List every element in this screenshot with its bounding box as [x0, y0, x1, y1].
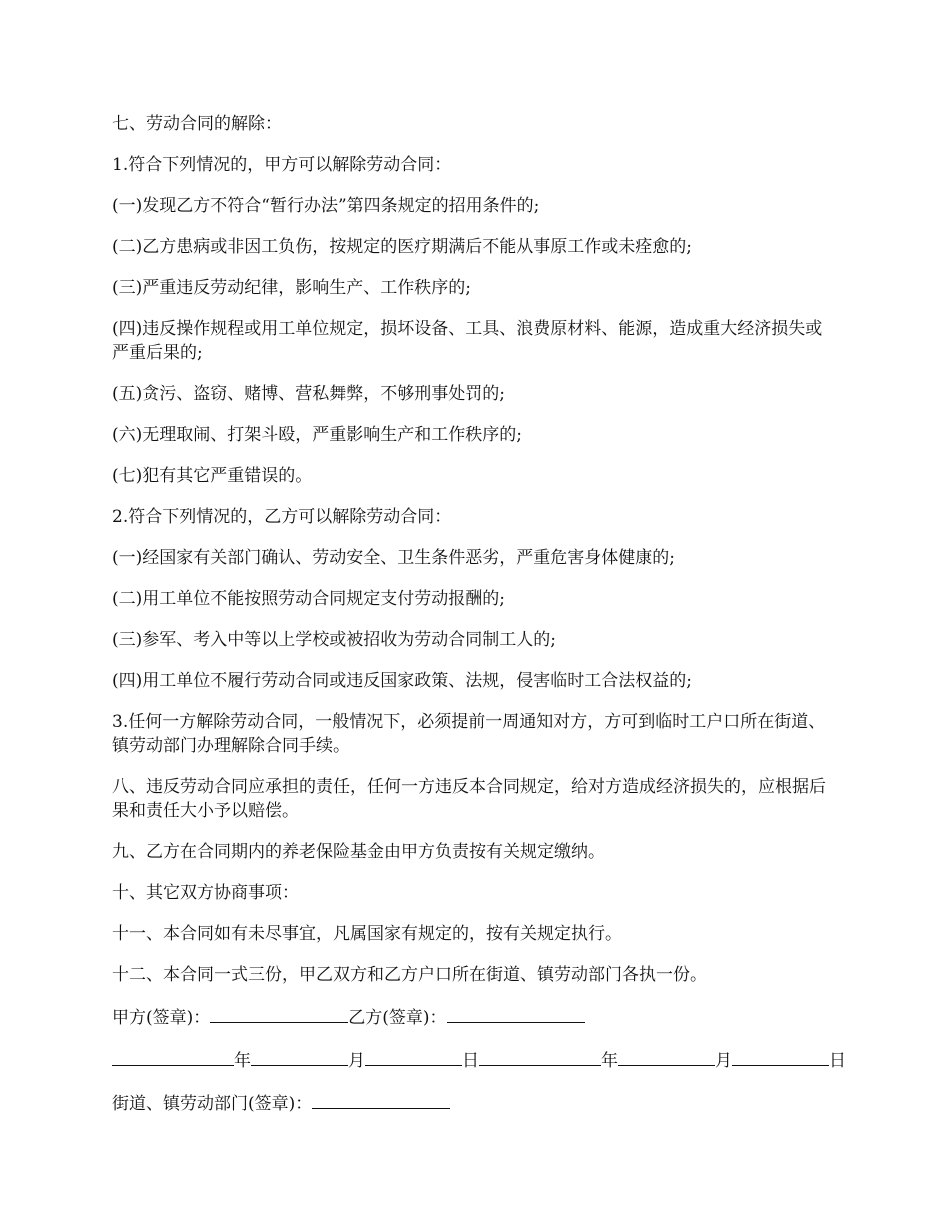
section-heading-pension: 九、乙方在合同期内的养老保险基金由甲方负责按有关规定缴纳。 — [112, 842, 605, 862]
day-label: 日 — [829, 1051, 846, 1071]
year-label: 年 — [601, 1051, 618, 1071]
party-b-signature-line[interactable] — [447, 1004, 585, 1023]
party-a-month-blank[interactable] — [251, 1047, 348, 1066]
clause-1-item: (三)严重违反劳动纪律，影响生产、工作秩序的; — [112, 278, 471, 298]
section-heading-termination: 七、劳动合同的解除： — [112, 114, 282, 134]
section-heading-copies: 十二、本合同一式三份，甲乙双方和乙方户口所在街道、镇劳动部门各执一份。 — [112, 965, 707, 985]
party-b-year-blank[interactable] — [479, 1047, 601, 1066]
clause-2-item: (二)用工单位不能按照劳动合同规定支付劳动报酬的; — [112, 589, 505, 609]
month-label: 月 — [348, 1051, 365, 1071]
clause-1-item: (四)违反操作规程或用工单位规定，损坏设备、工具、浪费原材料、能源，造成重大经济损失或严重后果的; — [112, 319, 823, 363]
month-label: 月 — [715, 1051, 732, 1071]
section-heading-other-matters: 十、其它双方协商事项： — [112, 883, 299, 903]
section-heading-unspecified: 十一、本合同如有未尽事宜，凡属国家有规定的，按有关规定执行。 — [112, 924, 622, 944]
clause-3: 3.任何一方解除劳动合同，一般情况下，必须提前一周通知对方，方可到临时工户口所在街道、镇劳动部门办理解除合同手续。 — [112, 712, 826, 756]
clause-1-item: (二)乙方患病或非因工负伤，按规定的医疗期满后不能从事原工作或未痊愈的; — [112, 237, 692, 257]
day-label: 日 — [462, 1051, 479, 1071]
section-heading-liability: 八、违反劳动合同应承担的责任，任何一方违反本合同规定，给对方造成经济损失的，应根据后果和责任大小予以赔偿。 — [112, 777, 826, 821]
party-b-day-blank[interactable] — [732, 1047, 829, 1066]
clause-1-item: (七)犯有其它严重错误的。 — [112, 466, 313, 486]
clause-1-item: (五)贪污、盗窃、赌博、营私舞弊，不够刑事处罚的; — [112, 384, 505, 404]
party-b-month-blank[interactable] — [618, 1047, 715, 1066]
clause-1-item: (六)无理取闹、打架斗殴，严重影响生产和工作秩序的; — [112, 425, 522, 445]
year-label: 年 — [234, 1051, 251, 1071]
clause-1-intro: 1.符合下列情况的，甲方可以解除劳动合同： — [112, 155, 452, 175]
labor-dept-label: 街道、镇劳动部门(签章)： — [112, 1094, 313, 1114]
party-b-label: 乙方(签章)： — [348, 1008, 447, 1028]
clause-2-item: (三)参军、考入中等以上学校或被招收为劳动合同制工人的; — [112, 630, 556, 650]
signature-row-parties — [112, 1004, 838, 1030]
labor-dept-signature-line[interactable] — [312, 1090, 450, 1109]
party-a-signature-line[interactable] — [210, 1004, 348, 1023]
date-row — [112, 1047, 846, 1073]
party-a-year-blank[interactable] — [112, 1047, 234, 1066]
clause-2-item: (一)经国家有关部门确认、劳动安全、卫生条件恶劣，严重危害身体健康的; — [112, 548, 675, 568]
clause-2-intro: 2.符合下列情况的，乙方可以解除劳动合同： — [112, 507, 452, 527]
signature-row-labor-dept — [112, 1090, 838, 1116]
clause-2-item: (四)用工单位不履行劳动合同或违反国家政策、法规，侵害临时工合法权益的; — [112, 671, 692, 691]
clause-1-item: (一)发现乙方不符合“暂行办法”第四条规定的招用条件的; — [112, 196, 540, 216]
party-a-day-blank[interactable] — [365, 1047, 462, 1066]
party-a-label: 甲方(签章)： — [112, 1008, 211, 1028]
